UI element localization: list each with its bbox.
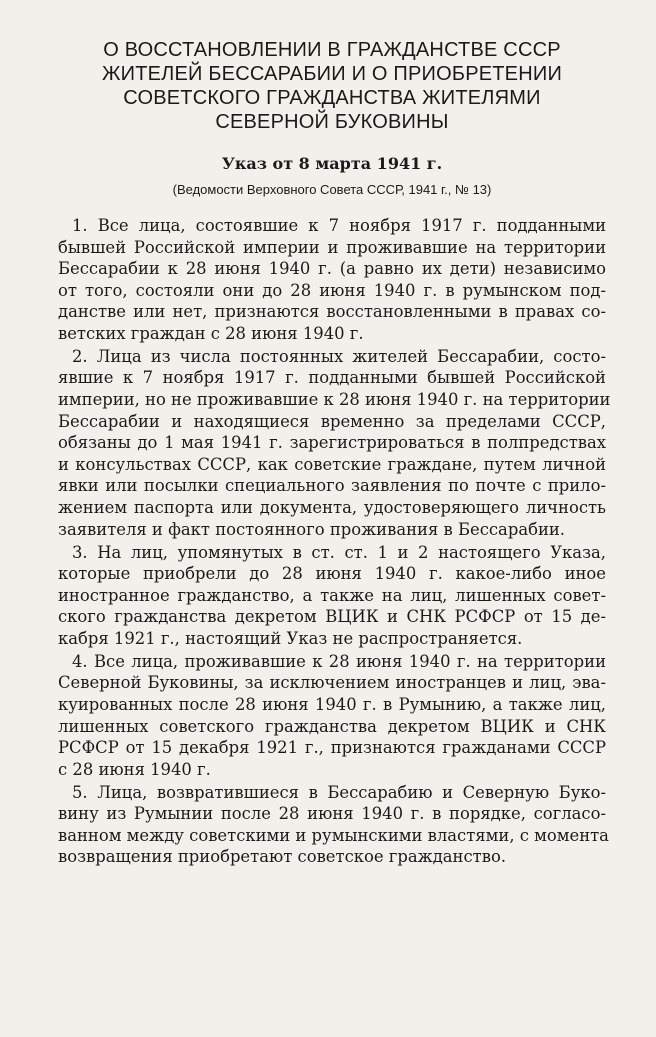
text-line: РСФСР от 15 декабря 1921 г., признаются гражданами СССР xyxy=(58,738,606,758)
paragraph-4 xyxy=(58,651,606,781)
text-line: возвращения приобретают советское гражданство. xyxy=(58,847,507,867)
text-line: вину из Румынии после 28 июня 1940 г. в порядке, согласо- xyxy=(58,804,606,824)
text-line: куированных после 28 июня 1940 г. в Румынию, а также лиц, xyxy=(58,694,606,714)
text-line: заявителя и факт постоянного проживания в Бессарабии. xyxy=(58,519,566,539)
paragraph-5 xyxy=(58,782,609,868)
document-title xyxy=(58,38,606,134)
text-line: лишенных советского гражданства декретом ВЦИК и СНК xyxy=(58,716,606,736)
decree-heading: Указ от 8 марта 1941 г. xyxy=(221,154,443,173)
text-line: 5. Лица, возвратившиеся в Бессарабию и Северную Буко- xyxy=(72,782,606,802)
text-line: ского гражданства декретом ВЦИК и СНК РСФСР от 15 де- xyxy=(58,607,606,627)
text-line: кабря 1921 г., настоящий Указ не распространяется. xyxy=(58,628,523,648)
text-line: бывшей Российской империи и проживавшие на территории xyxy=(58,237,606,257)
paragraph-3 xyxy=(58,542,606,650)
text-line: от того, состояли они до 28 июня 1940 г. в румынском под- xyxy=(58,280,606,300)
text-line: явшие к 7 ноября 1917 г. подданными бывшей Российской xyxy=(58,368,606,388)
title-line: СЕВЕРНОЙ БУКОВИНЫ xyxy=(215,111,449,133)
document-body xyxy=(58,215,611,868)
title-line: О ВОССТАНОВЛЕНИИ В ГРАЖДАНСТВЕ СССР xyxy=(103,39,561,61)
text-line: 1. Все лица, состоявшие к 7 ноября 1917 г. подданными xyxy=(72,216,606,235)
text-line: 2. Лица из числа постоянных жителей Бессарабии, состо- xyxy=(72,346,606,366)
paragraph-2 xyxy=(58,346,611,540)
text-line: иностранное гражданство, а также на лиц, лишенных совет- xyxy=(58,585,606,605)
text-line: 4. Все лица, проживавшие к 28 июня 1940 г. на территории xyxy=(72,651,606,671)
text-line: 3. На лиц, упомянутых в ст. ст. 1 и 2 настоящего Указа, xyxy=(72,542,606,562)
text-line: империи, но не проживавшие к 28 июня 1940 г. на территории xyxy=(58,390,611,410)
text-line: обязаны до 1 мая 1941 г. зарегистрироваться в полпредствах xyxy=(58,433,606,453)
text-line: с 28 июня 1940 г. xyxy=(58,759,211,779)
text-line: Бессарабии к 28 июня 1940 г. (а равно их дети) независимо xyxy=(58,259,606,279)
text-line: данстве или нет, признаются восстановленными в правах со- xyxy=(58,302,606,322)
title-line: СОВЕТСКОГО ГРАЖДАНСТВА ЖИТЕЛЯМИ xyxy=(123,87,541,109)
text-line: ванном между советскими и румынскими властями, с момента xyxy=(58,825,609,845)
title-line: ЖИТЕЛЕЙ БЕССАРАБИИ И О ПРИОБРЕТЕНИИ xyxy=(101,63,563,85)
text-line: которые приобрели до 28 июня 1940 г. какое-либо иное xyxy=(58,564,606,584)
text-line: Бессарабии и находящиеся временно за пределами СССР, xyxy=(58,411,606,431)
text-line: жением паспорта или документа, удостоверяющего личность xyxy=(58,498,606,518)
paragraph-1 xyxy=(58,215,606,345)
text-line: ветских граждан с 28 июня 1940 г. xyxy=(58,323,364,343)
text-line: явки или посылки специального заявления по почте с прило- xyxy=(58,476,606,496)
text-line: Северной Буковины, за исключением иностранцев и лиц, эва- xyxy=(58,673,606,693)
text-line: и консульствах СССР, как советские граждане, путем личной xyxy=(58,454,606,474)
source-reference: (Ведомости Верховного Совета СССР, 1941 г., № 13) xyxy=(172,182,492,197)
